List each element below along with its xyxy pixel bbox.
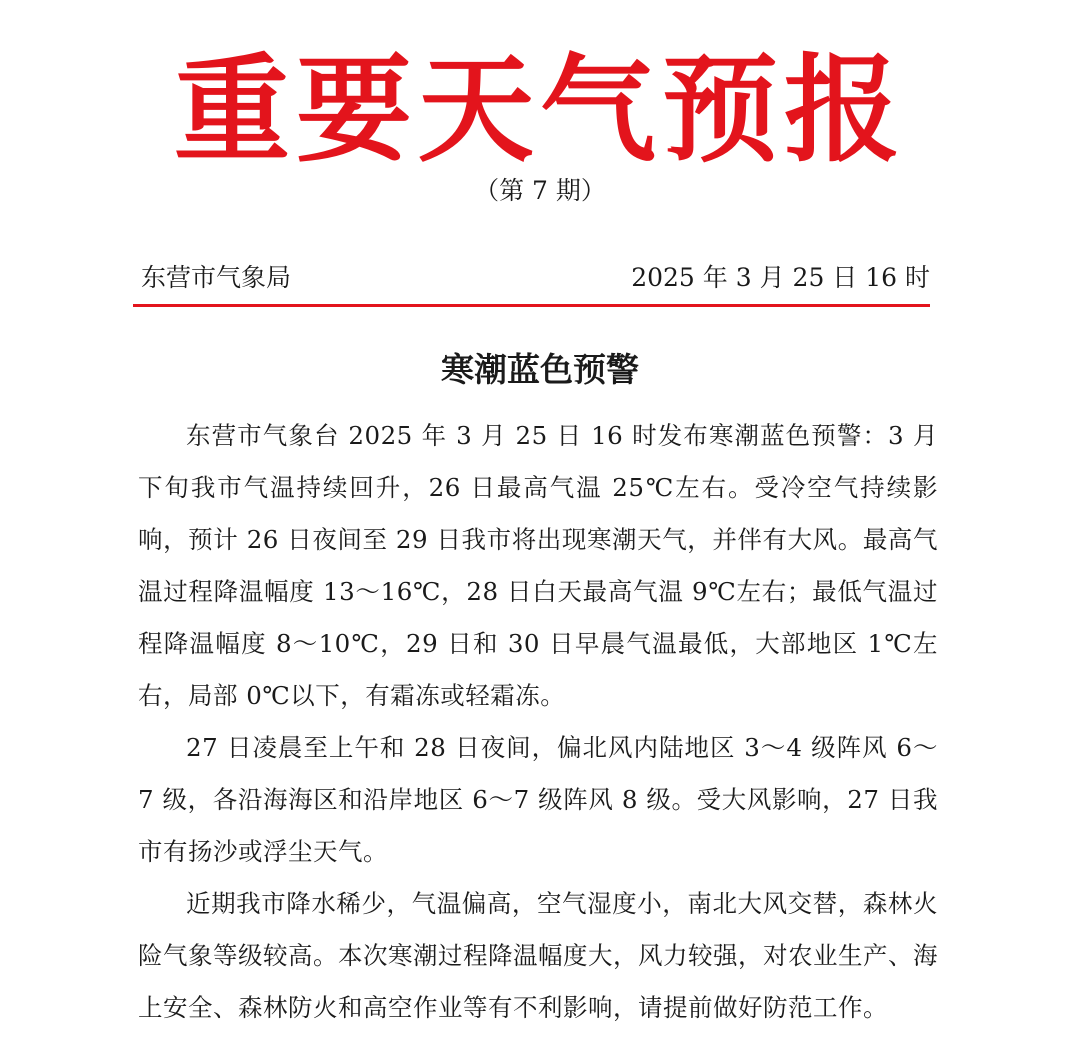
masthead-title: 重要天气预报 (174, 42, 906, 178)
document-body (138, 410, 938, 1034)
red-divider-rule (133, 304, 930, 307)
warning-title: 寒潮蓝色预警 (441, 350, 639, 389)
issue-datetime: 2025 年 3 月 25 日 16 时 (631, 263, 930, 292)
issue-number: （第 7 期） (474, 176, 606, 205)
issuer-name: 东营市气象局 (141, 263, 292, 292)
dateline (133, 255, 930, 301)
paragraph-wind-forecast: 27 日凌晨至上午和 28 日夜间，偏北风内陆地区 3～4 级阵风 6～7 级，各沿海海区和沿岸地区 6～7 级阵风 8 级。受大风影响，27 日我市有扬沙或浮尘天气。 (138, 733, 938, 866)
paragraph-cold-wave-forecast: 东营市气象台 2025 年 3 月 25 日 16 时发布寒潮蓝色预警：3 月下旬我市气温持续回升，26 日最高气温 25℃左右。受冷空气持续影响，预计 26 日夜间至 29 日我市将出现寒潮天气，并伴有大风。最高气温过程降温幅度 13～16℃，28 日白天最高气温 9℃左右；最低气温过程降温幅度 8～10℃，29 日和 30 日早晨气温最低，大部地区 1℃左右，局部 0℃以下，有霜冻或轻霜冻。 (138, 421, 938, 710)
paragraph-impact-advice: 近期我市降水稀少，气温偏高，空气湿度小，南北大风交替，森林火险气象等级较高。本次寒潮过程降温幅度大，风力较强，对农业生产、海上安全、森林防火和高空作业等有不利影响，请提前做好防范工作。 (138, 889, 938, 1022)
